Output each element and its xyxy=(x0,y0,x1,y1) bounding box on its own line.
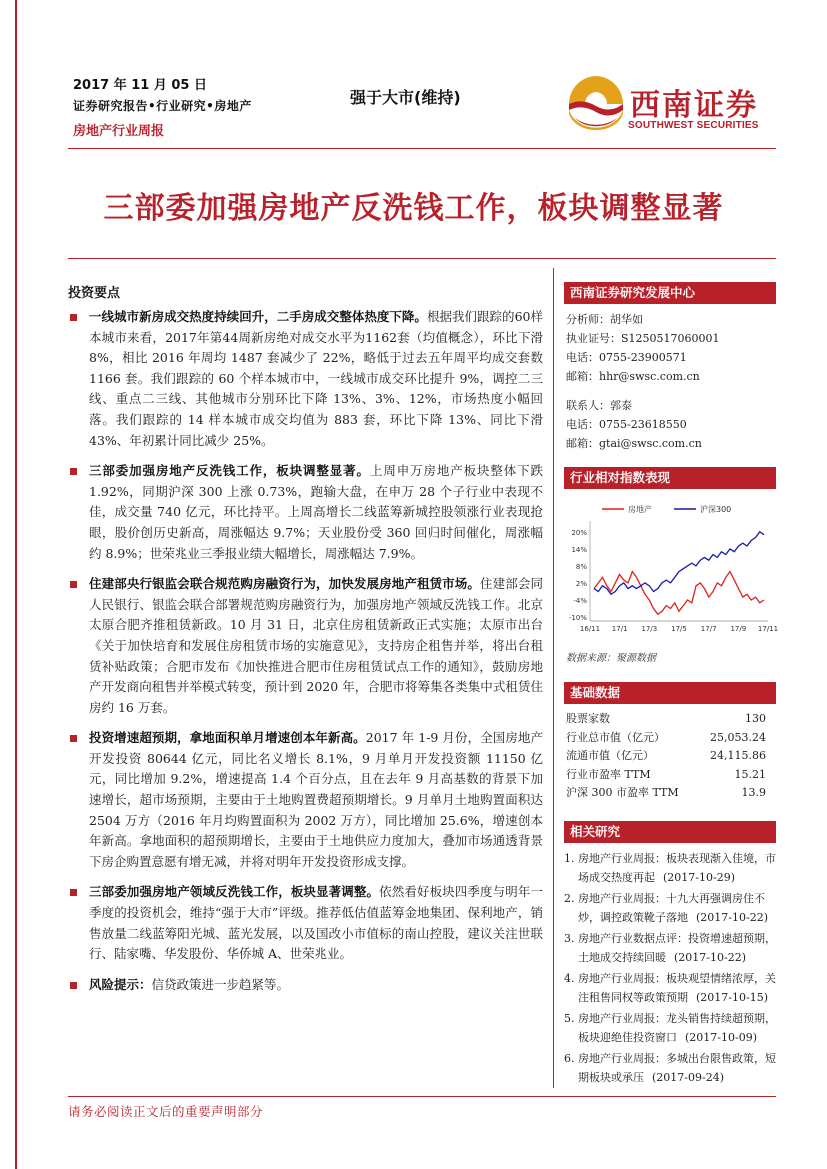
investment-highlights xyxy=(68,282,543,1005)
index-chart xyxy=(564,499,779,643)
x-tick-label: 17/5 xyxy=(671,625,687,633)
item-number: 3. xyxy=(564,931,575,945)
row-label: 沪深 300 市盈率 TTM xyxy=(566,786,679,799)
title-rule xyxy=(68,258,776,259)
bullet-icon xyxy=(70,314,77,321)
row-value: 25,053.24 xyxy=(710,730,766,744)
basic-data-header: 基础数据 xyxy=(564,682,776,704)
header-rule xyxy=(68,148,776,149)
highlight-headline: 住建部央行银监会联合规范购房融资行为，加快发展房地产租赁市场。 xyxy=(89,576,481,592)
series-line xyxy=(594,572,764,615)
x-tick-label: 17/3 xyxy=(641,625,658,633)
highlight-body: 2017 年 1-9 月份，全国房地产开发投资 80644 亿元，同比名义增长 8.1%，9 月单月开发投资额 11150 亿元，同比增加 9.2%，增速提高 1.4 个百分点，且在去年 9 月高基数的背景下加速增长，超市场预期，主要由于土地购置费超预期增长。9 月单月土地购置面积达 2504 万方（2016 年月均购置面积为 2002 万方），同比增加 25.6%，增速创本年新高。拿地面积的超预期增长，主要由于土地供应力度加大，叠加市场通透背景下房企购置意愿有增无减，并将对明年开发投资形成支撑。 xyxy=(89,730,543,869)
x-tick-label: 16/11 xyxy=(579,625,601,633)
y-tick-label: 20% xyxy=(571,528,587,537)
index-chart-svg xyxy=(564,499,779,639)
analyst-phone: 电话：0755-23900571 xyxy=(566,351,687,364)
analyst-license: 执业证号：S1250517060001 xyxy=(566,332,720,345)
risk-item xyxy=(68,975,543,996)
highlight-body: 依然看好板块四季度与明年一季度的投资机会，维持“强于大市”评级。推荐低估值蓝筹金地集团、保利地产，销售放量二线蓝筹阳光城、蓝光发展，以及国改小市值标的南山控股，建议关注世联行、陆家嘴、华发股份、华侨城 A、世荣兆业。 xyxy=(89,884,543,962)
item-title: 房地产行业周报：龙头销售持续超预期，板块迎绝佳投资窗口 xyxy=(578,1011,776,1044)
section-title: 投资要点 xyxy=(68,286,121,301)
company-logo xyxy=(567,74,772,138)
y-tick-label: 14% xyxy=(571,545,587,554)
y-tick-label: -10% xyxy=(568,614,587,622)
item-date: (2017-09-24) xyxy=(652,1070,725,1084)
item-title: 房地产行业周报：多城出台限售政策，短期板块或承压 xyxy=(578,1051,776,1084)
y-tick-label: 8% xyxy=(575,562,587,571)
row-value: 24,115.86 xyxy=(710,749,766,762)
related-item[interactable] xyxy=(564,849,776,887)
contact-info xyxy=(564,304,776,453)
item-title: 房地产行业周报：十九大再强调房住不炒，调控政策靴子落地 xyxy=(578,891,765,924)
logo-emblem-icon xyxy=(567,74,625,136)
related-item[interactable] xyxy=(564,1009,776,1047)
risk-headline: 风险提示： xyxy=(89,976,152,992)
y-tick-label: 2% xyxy=(575,579,587,588)
related-item[interactable] xyxy=(564,889,776,927)
related-item[interactable] xyxy=(564,929,776,967)
highlight-item xyxy=(68,882,543,964)
related-item[interactable] xyxy=(564,1049,776,1087)
item-date: (2017-10-29) xyxy=(663,870,736,884)
sidebar xyxy=(564,282,779,1089)
item-number: 1. xyxy=(564,851,575,865)
logo-english-name: SOUTHWEST SECURITIES xyxy=(628,120,759,131)
x-tick-label: 17/9 xyxy=(730,625,747,633)
table-row xyxy=(564,766,776,785)
x-tick-label: 17/1 xyxy=(611,625,628,633)
disclaimer-note: 请务必阅读正文后的重要声明部分 xyxy=(68,1104,264,1119)
item-number: 4. xyxy=(564,971,575,985)
item-date: (2017-10-09) xyxy=(685,1030,758,1044)
item-title: 房地产行业周报：板块观望情绪浓厚，关注租售同权等政策预期 xyxy=(578,971,776,1004)
item-number: 6. xyxy=(564,1051,575,1065)
item-title: 房地产行业数据点评：投资增速超预期，土地成交持续回暖 xyxy=(578,931,776,964)
highlight-item xyxy=(68,307,543,451)
highlight-body: 上周申万房地产板块整体下跌 1.92%，同期沪深 300 上涨 0.73%，跑输大盘，在申万 28 个子行业中表现不佳，成交量 740 亿元，环比持平。上周高增长二线蓝筹新城控股领涨行业表现抢眼，股价创历史新高，周涨幅达 9.7%；天业股份受 360 回归时间催化，周涨幅约 8.9%；世荣兆业三季报业绩大幅增长，周涨幅达 7.9%。 xyxy=(89,463,543,561)
legend-label: 房地产 xyxy=(628,505,652,514)
y-tick-label: -4% xyxy=(573,596,587,605)
highlight-body: 住建部会同人民银行、银监会联合部署规范购房融资行为，加强房地产领域反洗钱工作。北京太原合肥齐推租赁新政。10 月 31 日，北京住房租赁新政正式实施；太原市出台《关于加快培育和发展住房租赁市场的实施意见》，支持房企租售并举，将出台租赁补贴政策；合肥市发布《加快推进合肥市住房租赁试点工作的通知》，鼓励房地产开发商向租售并举模式转变，预计到 2020 年，合肥市将筹集各类集中式租赁住房约 16 万套。 xyxy=(89,576,543,715)
table-row xyxy=(564,784,776,803)
x-tick-label: 17/11 xyxy=(757,625,779,633)
highlight-headline: 投资增速超预期，拿地面积单月增速创本年新高。 xyxy=(89,730,366,746)
report-title: 三部委加强房地产反洗钱工作，板块调整显著 xyxy=(103,191,724,226)
index-performance-header: 行业相对指数表现 xyxy=(564,467,776,489)
item-date: (2017-10-22) xyxy=(696,910,769,924)
legend-label: 沪深300 xyxy=(700,505,732,514)
highlight-item xyxy=(68,728,543,872)
report-date: 2017 年 11 月 05 日 xyxy=(73,78,207,93)
row-label: 行业市盈率 TTM xyxy=(566,767,651,781)
contact-name: 联系人：郭泰 xyxy=(566,399,632,412)
analyst-email[interactable]: 邮箱：hhr@swsc.com.cn xyxy=(566,370,700,383)
industry-rating: 强于大市(维持) xyxy=(350,88,461,107)
item-date: (2017-10-15) xyxy=(696,990,769,1004)
bullet-icon xyxy=(70,581,77,588)
column-divider xyxy=(553,268,554,1088)
report-series: 房地产行业周报 xyxy=(73,124,165,139)
highlight-headline: 三部委加强房地产领域反洗钱工作，板块显著调整。 xyxy=(89,884,380,900)
row-label: 行业总市值（亿元） xyxy=(566,730,665,744)
row-value: 13.9 xyxy=(741,786,766,799)
highlight-headline: 三部委加强房地产反洗钱工作，板块调整显著。 xyxy=(89,463,370,479)
item-number: 5. xyxy=(564,1011,575,1025)
bullet-icon xyxy=(70,735,77,742)
row-value: 15.21 xyxy=(734,767,766,781)
bullet-icon xyxy=(70,889,77,896)
item-number: 2. xyxy=(564,891,575,905)
table-row xyxy=(564,729,776,748)
row-label: 股票家数 xyxy=(566,712,610,725)
series-line xyxy=(594,532,764,595)
highlight-item xyxy=(68,461,543,564)
left-margin-rule xyxy=(15,0,17,1169)
item-title: 房地产行业周报：板块表现渐入佳境，市场成交热度再起 xyxy=(578,851,776,884)
report-category: 证券研究报告•行业研究•房地产 xyxy=(73,99,252,113)
highlight-body: 根据我们跟踪的60样本城市来看，2017年第44周新房绝对成交水平为1162套（均值概念），环比下滑 8%，相比 2016 年周均 1487 套减少了 22%，略低于过去五年周平均成交套数 1166 套。我们跟踪的 60 个样本城市中，一线城市成交环比提升 9%，调控二三线、重点二三线、其他城市分别环比下降 13%、3%、12%，市场热度小幅回落。我们跟踪的 14 样本城市成交均值为 883 套，环比下降 13%、同比下滑 43%、年初累计同比减少 25%。 xyxy=(89,309,543,448)
highlight-item xyxy=(68,574,543,718)
related-research-list xyxy=(564,849,776,1087)
row-label: 流通市值（亿元） xyxy=(566,749,654,762)
related-item[interactable] xyxy=(564,969,776,1007)
bullet-icon xyxy=(70,468,77,475)
related-research-header: 相关研究 xyxy=(564,821,776,843)
bullet-icon xyxy=(70,982,77,989)
row-value: 130 xyxy=(745,712,766,725)
data-source: 数据来源：聚源数据 xyxy=(566,653,656,664)
item-date: (2017-10-22) xyxy=(674,950,747,964)
table-row xyxy=(564,710,776,729)
analyst-name: 分析师：胡华如 xyxy=(566,313,643,326)
risk-body: 信贷政策进一步趋紧等。 xyxy=(151,976,290,992)
basic-data-table xyxy=(564,710,776,803)
logo-chinese-name: 西南证券 xyxy=(630,88,758,123)
contact-email[interactable]: 邮箱：gtai@swsc.com.cn xyxy=(566,437,702,450)
contact-phone: 电话：0755-23618550 xyxy=(566,418,687,431)
table-row xyxy=(564,747,776,766)
research-center-header: 西南证券研究发展中心 xyxy=(564,282,776,304)
footer-rule xyxy=(68,1096,776,1097)
x-tick-label: 17/7 xyxy=(700,625,717,633)
highlight-headline: 一线城市新房成交热度持续回升，二手房成交整体热度下降。 xyxy=(89,309,427,324)
